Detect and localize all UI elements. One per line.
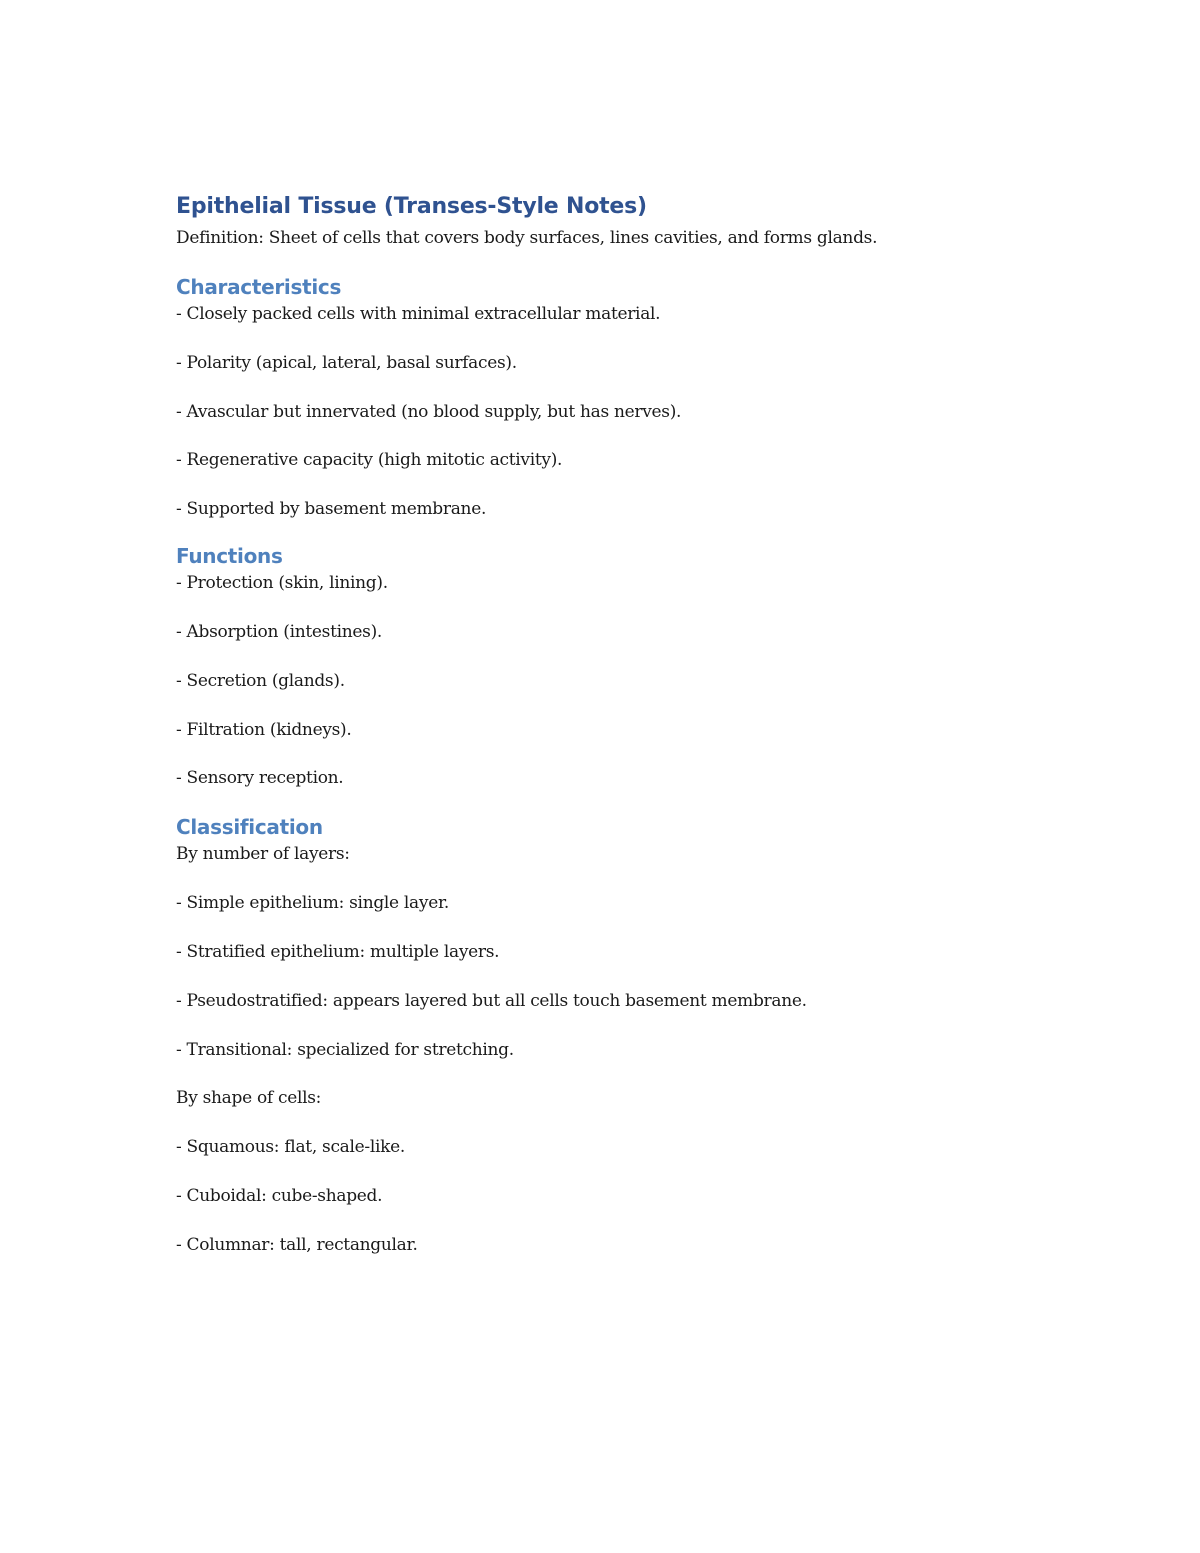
section-heading-characteristics: Characteristics [176, 275, 342, 299]
list-item: - Absorption (intestines). [176, 621, 383, 642]
functions-list [176, 572, 1036, 789]
list-item: - Pseudostratified: appears layered but all cells touch basement membrane. [176, 990, 807, 1011]
list-item: - Sensory reception. [176, 768, 344, 789]
list-item: - Simple epithelium: single layer. [176, 893, 450, 914]
list-item: - Cuboidal: cube-shaped. [176, 1185, 383, 1206]
subheading-by-shape: By shape of cells: [176, 1088, 322, 1109]
list-item: - Avascular but innervated (no blood supply, but has nerves). [176, 401, 682, 422]
list-item: - Secretion (glands). [176, 670, 345, 691]
characteristics-list [176, 303, 1036, 520]
list-item: - Filtration (kidneys). [176, 719, 352, 740]
subheading-by-layers: By number of layers: [176, 844, 350, 865]
list-item: - Supported by basement membrane. [176, 499, 487, 520]
definition-text: Definition: Sheet of cells that covers body surfaces, lines cavities, and forms glands. [176, 228, 878, 248]
classification-list [176, 843, 1036, 1255]
section-heading-functions: Functions [176, 544, 283, 569]
list-item: - Transitional: specialized for stretching. [176, 1039, 514, 1060]
list-item: - Squamous: flat, scale-like. [176, 1137, 405, 1158]
list-item: - Polarity (apical, lateral, basal surfaces). [176, 352, 517, 373]
list-item: - Closely packed cells with minimal extracellular material. [176, 304, 661, 324]
document-title: Epithelial Tissue (Transes-Style Notes) [176, 194, 647, 219]
list-item: - Columnar: tall, rectangular. [176, 1234, 418, 1255]
list-item: - Regenerative capacity (high mitotic activity). [176, 450, 563, 471]
list-item: - Stratified epithelium: multiple layers. [176, 941, 500, 962]
section-heading-classification: Classification [176, 815, 323, 840]
list-item: - Protection (skin, lining). [176, 573, 388, 594]
document-body [176, 190, 1036, 1256]
